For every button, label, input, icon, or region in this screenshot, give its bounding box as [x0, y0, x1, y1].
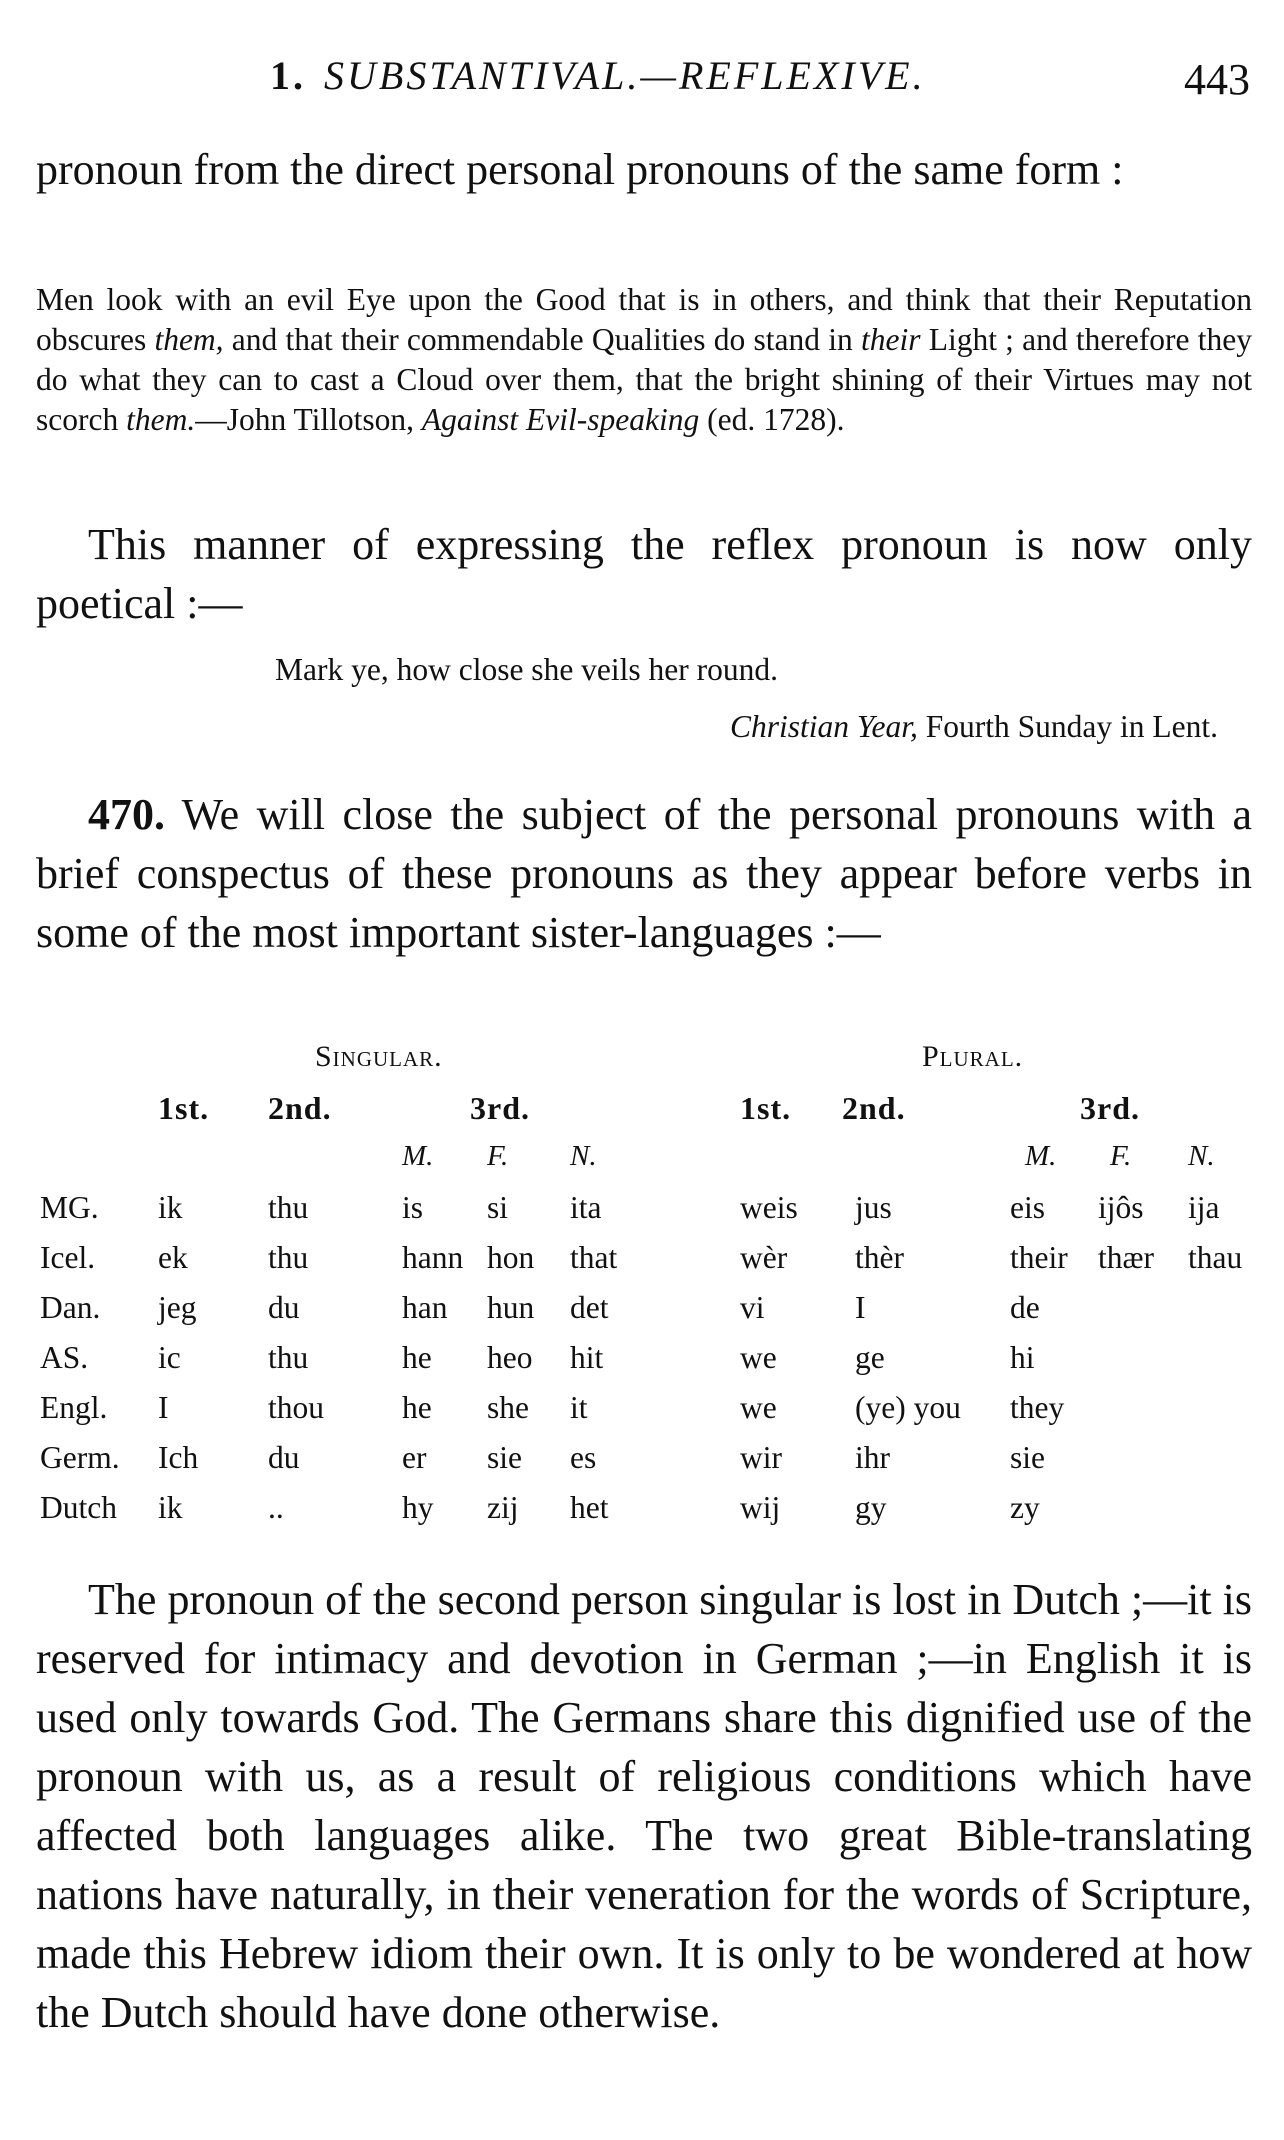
verse-line: Mark ye, how close she veils her round.	[275, 652, 779, 687]
language-label: Dutch	[40, 1490, 117, 1525]
paragraph-bottom: The pronoun of the second person singular is lost in Dutch ;—it is reserved for intimacy and devotion in German ;—in English it is used only towards God. The Germans share this dignified use of the pronoun with us, as a result of religious conditions which have affected both languages alike. The two great Bible-translating nations have naturally, in their veneration for the words of Scripture, made this Hebrew idiom their own. It is only to be wondered at how the Dutch should have done otherwise.	[36, 1575, 1252, 2037]
pronoun-cell: hun	[487, 1290, 535, 1325]
language-label: AS.	[40, 1340, 89, 1375]
pronoun-cell: I	[855, 1290, 866, 1325]
pronoun-cell: ..	[268, 1490, 284, 1525]
pronoun-cell: hi	[1010, 1340, 1035, 1375]
pronoun-cell: ita	[570, 1190, 602, 1225]
pronoun-cell: si	[487, 1190, 509, 1225]
pronoun-cell: we	[740, 1390, 777, 1425]
col-pl-3rd: 3rd.	[1080, 1090, 1140, 1126]
pronoun-cell: het	[570, 1490, 609, 1525]
pronoun-cell: zij	[487, 1490, 519, 1525]
pronoun-cell: heo	[487, 1340, 533, 1375]
pronoun-cell: I	[158, 1390, 169, 1425]
pronoun-cell: vi	[740, 1290, 765, 1325]
pronoun-cell: thær	[1098, 1240, 1155, 1275]
gender-f: F.	[1110, 1140, 1132, 1172]
pronoun-cell: ic	[158, 1340, 181, 1375]
pronoun-cell: Ich	[158, 1440, 199, 1475]
pronoun-cell: wij	[740, 1490, 781, 1525]
pronoun-cell: ek	[158, 1240, 188, 1275]
pronoun-cell: sie	[487, 1440, 522, 1475]
chapter-number: 1.	[270, 53, 306, 98]
pronoun-cell: de	[1010, 1290, 1040, 1325]
pronoun-cell: thu	[268, 1240, 309, 1275]
col-pl-2nd: 2nd.	[842, 1090, 906, 1126]
col-sg-1st: 1st.	[158, 1090, 210, 1126]
pronoun-cell: wèr	[740, 1240, 788, 1275]
gender-n: N.	[1188, 1140, 1215, 1172]
work-title: Against Evil-speaking	[421, 402, 700, 437]
pronoun-cell: hann	[402, 1240, 464, 1275]
language-label: MG.	[40, 1190, 99, 1225]
pronoun-cell: sie	[1010, 1440, 1045, 1475]
pronoun-cell: he	[402, 1390, 432, 1425]
pronoun-cell: du	[268, 1440, 300, 1475]
section-470: 470. We will close the subject of the personal pronouns with a brief conspectus of these pronouns as they appear before verbs in some of the most important sister-languages :—	[36, 790, 1252, 957]
pronoun-cell: they	[1010, 1390, 1065, 1425]
pronoun-cell: ik	[158, 1190, 183, 1225]
pronoun-cell: gy	[855, 1490, 887, 1525]
pronoun-cell: their	[1010, 1240, 1068, 1275]
pronoun-cell: he	[402, 1340, 432, 1375]
pronoun-cell: det	[570, 1290, 609, 1325]
pronoun-cell: hy	[402, 1490, 434, 1525]
pronoun-cell: hon	[487, 1240, 535, 1275]
pronoun-cell: ijôs	[1098, 1190, 1144, 1225]
pronoun-cell: is	[402, 1190, 424, 1225]
col-pl-1st: 1st.	[740, 1090, 792, 1126]
pronoun-cell: eis	[1010, 1190, 1045, 1225]
running-title	[270, 52, 926, 99]
verse-citation: Christian Year, Fourth Sunday in Lent.	[729, 709, 1218, 744]
chapter-title: SUBSTANTIVAL.—REFLEXIVE.	[324, 53, 926, 98]
pronoun-cell: she	[487, 1390, 529, 1425]
gender-m: M.	[402, 1140, 434, 1172]
pronoun-cell: (ye) you	[855, 1390, 961, 1425]
pronoun-cell: thou	[268, 1390, 325, 1425]
pronoun-cell: thau	[1188, 1240, 1243, 1275]
pronoun-cell: hit	[570, 1340, 604, 1375]
language-label: Engl.	[40, 1390, 108, 1425]
col-sg-3rd: 3rd.	[470, 1090, 530, 1126]
plural-header: Plural.	[922, 1040, 1024, 1073]
pronoun-cell: that	[570, 1240, 618, 1275]
pronoun-cell: wir	[740, 1440, 782, 1475]
pronoun-cell: we	[740, 1340, 777, 1375]
gender-f: F.	[487, 1140, 509, 1172]
pronoun-cell: er	[402, 1440, 427, 1475]
pronoun-cell: ik	[158, 1490, 183, 1525]
pronoun-cell: it	[570, 1390, 588, 1425]
paragraph-top: pronoun from the direct personal pronouns of the same form :	[36, 145, 1124, 194]
pronoun-cell: jus	[855, 1190, 892, 1225]
pronoun-cell: ija	[1188, 1190, 1220, 1225]
running-head	[0, 52, 1284, 112]
language-label: Icel.	[40, 1240, 96, 1275]
gender-n: N.	[570, 1140, 597, 1172]
pronoun-cell: ihr	[855, 1440, 890, 1475]
page-number: 443	[1184, 55, 1250, 104]
section-number: 470.	[88, 790, 165, 839]
pronoun-cell: jeg	[158, 1290, 197, 1325]
language-label: Germ.	[40, 1440, 120, 1475]
pronoun-cell: ge	[855, 1340, 885, 1375]
pronoun-cell: thu	[268, 1340, 309, 1375]
pronoun-cell: thèr	[855, 1240, 904, 1275]
pronoun-cell: han	[402, 1290, 448, 1325]
pronoun-cell: weis	[740, 1190, 798, 1225]
col-sg-2nd: 2nd.	[268, 1090, 332, 1126]
quotation-block: Men look with an evil Eye upon the Good that is in others, and think that their Reputation obscures them, and that their commendable Qualities do stand in their Light ; and therefore they do what they can to cast a Cloud over them, that the bright shining of their Virtues may not scorch them.—John Tillotson, Against Evil-speaking (ed. 1728).	[36, 282, 1252, 437]
language-label: Dan.	[40, 1290, 101, 1325]
pronoun-cell: es	[570, 1440, 597, 1475]
pronoun-table	[0, 1040, 1284, 1540]
singular-header: Singular.	[315, 1040, 443, 1073]
pronoun-cell: du	[268, 1290, 300, 1325]
pronoun-cell: thu	[268, 1190, 309, 1225]
gender-m: M.	[1025, 1140, 1057, 1172]
pronoun-cell: zy	[1010, 1490, 1040, 1525]
paragraph-poetic: This manner of expressing the reflex pronoun is now only poetical :—	[36, 520, 1252, 628]
